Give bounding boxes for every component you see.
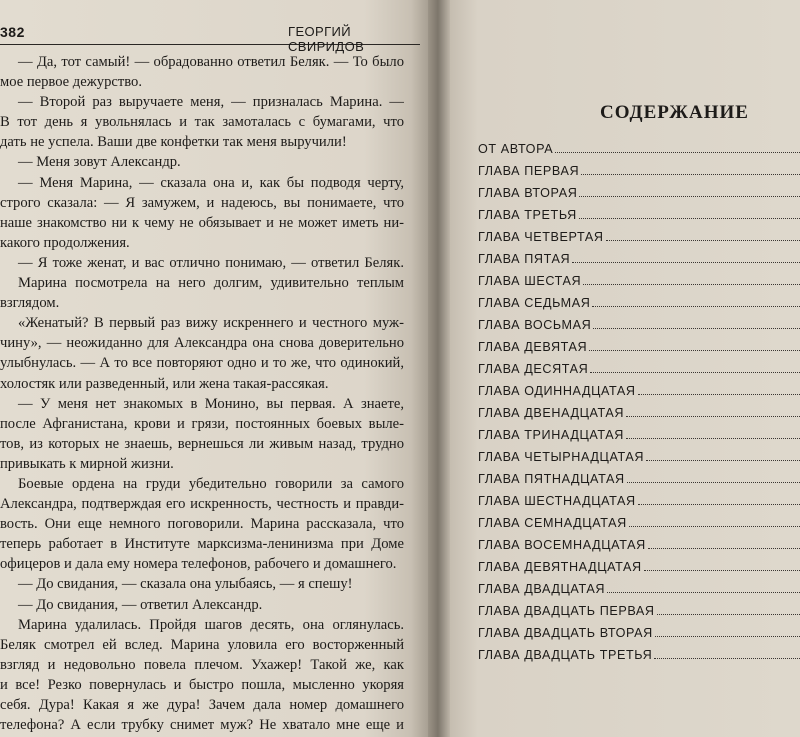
toc-leader-dots: [657, 613, 800, 615]
toc-item[interactable]: [478, 266, 800, 288]
toc-leader-dots: [579, 195, 800, 197]
toc-leader-dots: [572, 261, 800, 263]
toc-item[interactable]: [478, 178, 800, 200]
toc-item-label: ГЛАВА ДВЕНАДЦАТАЯ: [478, 406, 625, 420]
body-text: [0, 52, 404, 737]
toc-item-label: ОТ АВТОРА: [478, 142, 554, 156]
toc-item[interactable]: [478, 464, 800, 486]
toc-item-label: ГЛАВА ПЯТАЯ: [478, 252, 571, 266]
toc-item-label: ГЛАВА ДЕВЯТАЯ: [478, 340, 588, 354]
toc-item[interactable]: [478, 552, 800, 574]
toc-item[interactable]: [478, 508, 800, 530]
text-line: Александра, подтверждая его искренность, честность и правди-: [0, 496, 404, 513]
toc-item[interactable]: [478, 420, 800, 442]
toc-leader-dots: [654, 657, 800, 659]
toc-leader-dots: [644, 569, 800, 571]
toc-item[interactable]: [478, 442, 800, 464]
toc-leader-dots: [648, 547, 800, 549]
text-line: теперь работает в Институте марксизма-ленинизма при Доме: [0, 536, 404, 553]
book-gutter: [428, 0, 450, 737]
toc-item-label: ГЛАВА ВОСЬМАЯ: [478, 318, 592, 332]
toc-item[interactable]: [478, 354, 800, 376]
running-head: [0, 22, 420, 54]
toc-leader-dots: [593, 327, 800, 329]
text-line: вость. Они еще немного поговорили. Марина рассказала, что: [0, 516, 404, 533]
toc-item-label: ГЛАВА ЧЕТВЕРТАЯ: [478, 230, 604, 244]
toc-leader-dots: [638, 393, 800, 395]
text-line: привыкать к мирной жизни.: [0, 455, 174, 472]
right-page: [450, 0, 800, 737]
text-line: какого продолжения.: [0, 234, 130, 251]
text-line: — Да, тот самый! — обрадованно ответил Беляк. — То было: [18, 54, 404, 70]
text-line: — У меня нет знакомых в Монино, вы первая. А знаете,: [18, 395, 404, 412]
toc-item[interactable]: [478, 200, 800, 222]
text-line: Боевые ордена на груди убедительно говорили за самого: [18, 475, 404, 492]
text-line: тов, из которых не знаешь, вернешься ли живым назад, трудно: [0, 435, 404, 452]
toc-item[interactable]: [478, 486, 800, 508]
toc-item-label: ГЛАВА ТРИНАДЦАТАЯ: [478, 428, 624, 442]
toc-item[interactable]: [478, 244, 800, 266]
toc-item[interactable]: [478, 134, 800, 156]
toc-leader-dots: [579, 217, 800, 219]
toc-item-label: ГЛАВА ТРЕТЬЯ: [478, 208, 577, 222]
toc-item[interactable]: [478, 530, 800, 552]
toc-leader-dots: [581, 173, 800, 175]
text-line: — Меня Марина, — сказала она и, как бы подводя черту,: [18, 174, 404, 191]
page-number: 382: [0, 24, 25, 40]
toc-leader-dots: [589, 349, 800, 351]
text-line: — До свидания, — сказала она улыбаясь, — я спешу!: [18, 576, 353, 593]
toc-item-label: ГЛАВА ДВАДЦАТАЯ: [478, 582, 606, 596]
toc-item-label: ГЛАВА ПЕРВАЯ: [478, 164, 580, 178]
toc-item[interactable]: [478, 288, 800, 310]
toc-item-label: ГЛАВА СЕМНАДЦАТАЯ: [478, 516, 627, 530]
toc-item-label: ГЛАВА ШЕСТАЯ: [478, 274, 582, 288]
text-line: В тот день я увольнялась и так замоталась с бумагами, что: [0, 114, 404, 131]
toc-item[interactable]: [478, 596, 800, 618]
text-line: себя. Дура! Какая я же дура! Зачем дала номер домашнего: [0, 697, 404, 713]
toc-item[interactable]: [478, 222, 800, 244]
text-line: Марина посмотрела на него долгим, удивительно теплым: [18, 275, 404, 292]
toc-item-label: ГЛАВА ДВАДЦАТЬ ТРЕТЬЯ: [478, 648, 653, 662]
text-line: офицеров и дала ему номера телефонов, рабочего и домашнего.: [0, 556, 397, 573]
toc-item[interactable]: [478, 640, 800, 662]
toc-leader-dots: [638, 503, 800, 505]
toc-item[interactable]: [478, 618, 800, 640]
text-line: — До свидания, — ответил Александр.: [18, 596, 263, 613]
toc-item-label: ГЛАВА ВТОРАЯ: [478, 186, 578, 200]
toc-list: [478, 134, 800, 662]
toc-item-label: ГЛАВА ДВАДЦАТЬ ПЕРВАЯ: [478, 604, 655, 618]
toc-item-label: ГЛАВА ЧЕТЫРНАДЦАТАЯ: [478, 450, 645, 464]
text-line: — Я тоже женат, и вас отлично понимаю, — ответил Беляк.: [18, 254, 404, 271]
text-line: холостяк или разведенный, или жена такая-рассякая.: [0, 375, 329, 392]
text-line: чину», — неожиданно для Александра она снова доверительно: [0, 335, 404, 352]
toc-title: СОДЕРЖАНИЕ: [600, 102, 749, 123]
toc-leader-dots: [655, 635, 800, 637]
toc-item[interactable]: [478, 310, 800, 332]
toc-item-label: ГЛАВА ШЕСТНАДЦАТАЯ: [478, 494, 636, 508]
toc-leader-dots: [646, 459, 800, 461]
toc-leader-dots: [629, 525, 800, 527]
toc-item-label: ГЛАВА ВОСЕМНАДЦАТАЯ: [478, 538, 646, 552]
toc-item[interactable]: [478, 574, 800, 596]
toc-leader-dots: [592, 305, 800, 307]
toc-leader-dots: [607, 591, 800, 593]
toc-item-label: ГЛАВА ДЕСЯТАЯ: [478, 362, 589, 376]
text-line: — Меня зовут Александр.: [18, 154, 181, 171]
toc-leader-dots: [555, 151, 800, 153]
text-line: дать не успела. Ваши две конфетки так меня выручили!: [0, 134, 347, 151]
text-line: улыбнулась. — А то все повторяют одно и то же, что одинокий,: [0, 355, 404, 372]
toc-item-label: ГЛАВА СЕДЬМАЯ: [478, 296, 591, 310]
toc-item[interactable]: [478, 398, 800, 420]
toc-item-label: ГЛАВА ДВАДЦАТЬ ВТОРАЯ: [478, 626, 653, 640]
toc-item[interactable]: [478, 332, 800, 354]
text-line: взглядом.: [0, 295, 60, 312]
text-line: Беляк смотрел ей вслед. Марина уловила его восторженный: [0, 636, 404, 653]
toc-leader-dots: [590, 371, 800, 373]
text-line: после Афганистана, крови и грязи, постоянных боевых выле-: [0, 415, 404, 432]
toc-leader-dots: [583, 283, 800, 285]
text-line: и все! Резко повернулась и быстро пошла, мысленно укоряя: [0, 676, 404, 693]
toc-item-label: ГЛАВА ПЯТНАДЦАТАЯ: [478, 472, 625, 486]
text-line: взгляд и недовольно повела плечом. Ухажер! Такой же, как: [0, 656, 404, 673]
toc-leader-dots: [627, 481, 800, 483]
text-line: мое первое дежурство.: [0, 74, 142, 91]
toc-item[interactable]: [478, 376, 800, 398]
text-line: телефона? А если трубку снимет муж? Не хватало мне еще и: [0, 717, 404, 734]
text-line: строго сказала: — Я замужем, и надеюсь, вы понимаете, что: [0, 194, 404, 211]
toc-item-label: ГЛАВА ОДИННАДЦАТАЯ: [478, 384, 636, 398]
text-line: «Женатый? В первый раз вижу искреннего и честного муж-: [18, 315, 404, 332]
toc-leader-dots: [626, 415, 800, 417]
running-title: ГЕОРГИЙ СВИРИДОВ: [288, 24, 365, 54]
toc-leader-dots: [606, 239, 800, 241]
toc-item[interactable]: [478, 156, 800, 178]
toc-item-label: ГЛАВА ДЕВЯТНАДЦАТАЯ: [478, 560, 642, 574]
text-line: Марина удалилась. Пройдя шагов десять, она оглянулась.: [18, 616, 404, 633]
text-line: — Второй раз выручаете меня, — призналась Марина. —: [18, 94, 404, 111]
text-line: наше знакомство ни к чему не обязывает и не может иметь ни-: [0, 214, 404, 231]
toc-leader-dots: [626, 437, 800, 439]
